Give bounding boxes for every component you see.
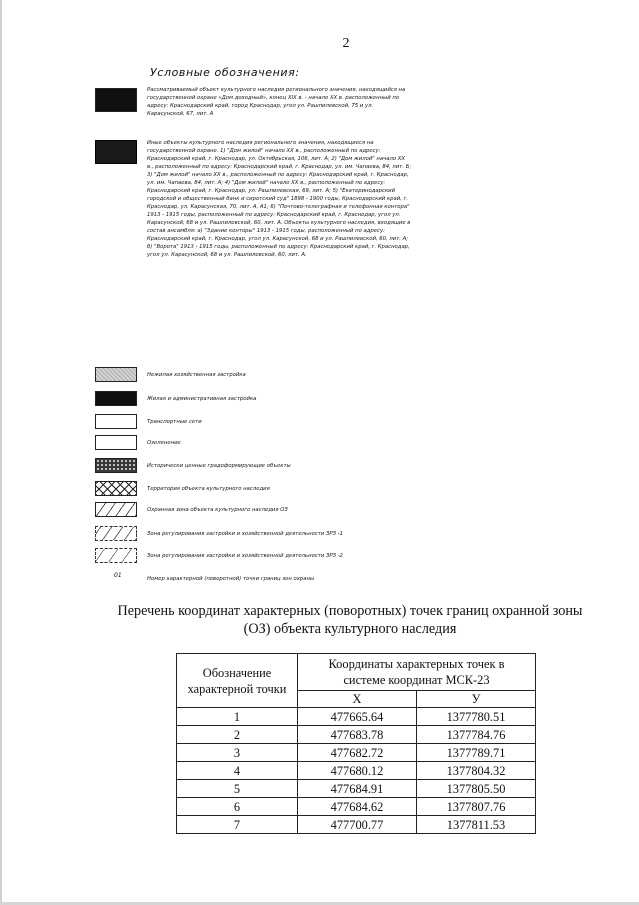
cell-x: 477684.91 (298, 780, 417, 798)
legend-swatch-nonresidential (95, 367, 137, 382)
cell-x: 477700.77 (298, 816, 417, 834)
legend-swatch-other-objects (95, 140, 137, 164)
table-row (177, 726, 536, 744)
legend-swatch-subject-object (95, 88, 137, 112)
legend-swatch-greenery (95, 435, 137, 450)
legend-swatch-heritage-territory (95, 481, 137, 496)
coordinates-heading-line1: Перечень координат характерных (поворотных) точек границ охранной зоны (117, 603, 583, 619)
legend-text-subject-object: Рассматриваемый объект культурного наследия регионального значения, находящийся на государственной охране «Дом доходный», конец XIX в. - начало XX в. расположенный по адресу: Краснодарский край, город Краснодар, угол ул. Рашпилевской, 75 и ул. Карасунской, 67, лит. А (147, 87, 406, 117)
legend-swatch-zrz-2 (95, 548, 137, 563)
legend-swatch-zrz-1 (95, 526, 137, 541)
cell-point: 5 (177, 780, 298, 798)
cell-x: 477682.72 (298, 744, 417, 762)
cell-y: 1377805.50 (417, 780, 536, 798)
legend-text-historic: Исторически ценные градоформирующие объекты (147, 463, 291, 469)
legend-swatch-historic (95, 458, 137, 473)
legend-text-other-objects: Иные объекты культурного наследия регионального значения, находящиеся на государственной охране. 1) "Дом жилой" начало XX в., расположенный по адресу: Краснодарский край, г. Краснодар, ул. Октябрьская, 106, лит. А; 2) "Дом жилой" начало XX в., расположенный по адресу: Краснодарский край, г. Краснодар, ул. им. Чапаева, 84, лит. Б; 3) "Дом жилой" начало XX в., расположенный по адресу: Краснодарский край, г. Краснодар, ул. им. Чапаева, 84, лит. А; 4) "Дом жилой" начало XX в., расположенный по адресу: Краснодарский край, г. Краснодар, ул. Рашпилевская, 69, лит. А; 5) "Екатеринодарский городской и общественный банк и сиротский суд" 1898 - 1900 годы, Краснодарский край, г. Краснодар, ул. Карасунская, 70, лит. А, А1; 6) "Почтово-телеграфная и телефонная контора" 1913 - 1915 годы, расположенный по адресу: Краснодарский край, г. Краснодар, угол ул. Карасунской, 68 и ул. Рашпилевской, 60, лит. А. Объекты культурного наследия, входящие в состав ансамбля: а) "Здание конторы" 1913 - 1915 годы, расположенный по адресу: Краснодарский край, г. Краснодар, угол ул. Карасунской, 68 и ул. Рашпилевской, 60, лит. А; б) "Ворота" 1913 - 1915 годы, расположенный по адресу: Краснодарский край, г. Краснодар, угол ул. Карасунской, 68 и ул. Рашпилевской, 60, лит. А. (147, 140, 412, 258)
legend-text-greenery: Озеленение (147, 440, 181, 446)
legend-title: Условные обозначения: (150, 66, 300, 79)
legend-text-transport: Транспортные сети (147, 419, 202, 425)
page-edge-left (0, 0, 2, 905)
cell-x: 477680.12 (298, 762, 417, 780)
coordinates-table (176, 653, 536, 834)
legend-text-residential: Жилая и административная застройка (147, 396, 257, 402)
cell-y: 1377789.71 (417, 744, 536, 762)
header-y: У (417, 691, 536, 708)
legend-text-zrz-2: Зона регулирования застройки и хозяйственной деятельности ЗРЗ -2 (147, 553, 343, 559)
cell-y: 1377807.76 (417, 798, 536, 816)
legend-text-nonresidential: Нежилая хозяйственная застройка (147, 372, 246, 378)
legend-text-protection-zone: Охранная зона объекта культурного наследия ОЗ (147, 507, 288, 513)
table-row (177, 744, 536, 762)
legend-swatch-transport (95, 414, 137, 429)
legend-swatch-protection-zone (95, 502, 137, 517)
cell-point: 4 (177, 762, 298, 780)
cell-y: 1377784.76 (417, 726, 536, 744)
table-row (177, 708, 536, 726)
cell-point: 7 (177, 816, 298, 834)
table-row (177, 762, 536, 780)
coordinates-heading-line2: (ОЗ) объекта культурного наследия (243, 621, 457, 637)
point-marker-symbol: 01 (114, 572, 122, 579)
table-row (177, 780, 536, 798)
table-row (177, 798, 536, 816)
legend-text-point-marker: Номер характерной (поворотной) точки границ зон охраны (147, 576, 315, 582)
coordinates-heading (80, 602, 620, 638)
cell-point: 3 (177, 744, 298, 762)
cell-x: 477665.64 (298, 708, 417, 726)
cell-point: 2 (177, 726, 298, 744)
cell-point: 6 (177, 798, 298, 816)
cell-x: 477683.78 (298, 726, 417, 744)
header-coordinates: Координаты характерных точек в системе координат МСК-23 (298, 654, 536, 691)
page-number: 2 (342, 36, 350, 51)
legend-text-zrz-1: Зона регулирования застройки и хозяйственной деятельности ЗРЗ -1 (147, 531, 343, 537)
legend-text-heritage-territory: Территория объекта культурного наследия (147, 486, 270, 492)
cell-point: 1 (177, 708, 298, 726)
cell-y: 1377804.32 (417, 762, 536, 780)
cell-x: 477684.62 (298, 798, 417, 816)
legend-swatch-residential (95, 391, 137, 406)
table-row (177, 816, 536, 834)
header-point-designation: Обозначение характерной точки (177, 654, 298, 708)
header-x: X (298, 691, 417, 708)
cell-y: 1377811.53 (417, 816, 536, 834)
cell-y: 1377780.51 (417, 708, 536, 726)
